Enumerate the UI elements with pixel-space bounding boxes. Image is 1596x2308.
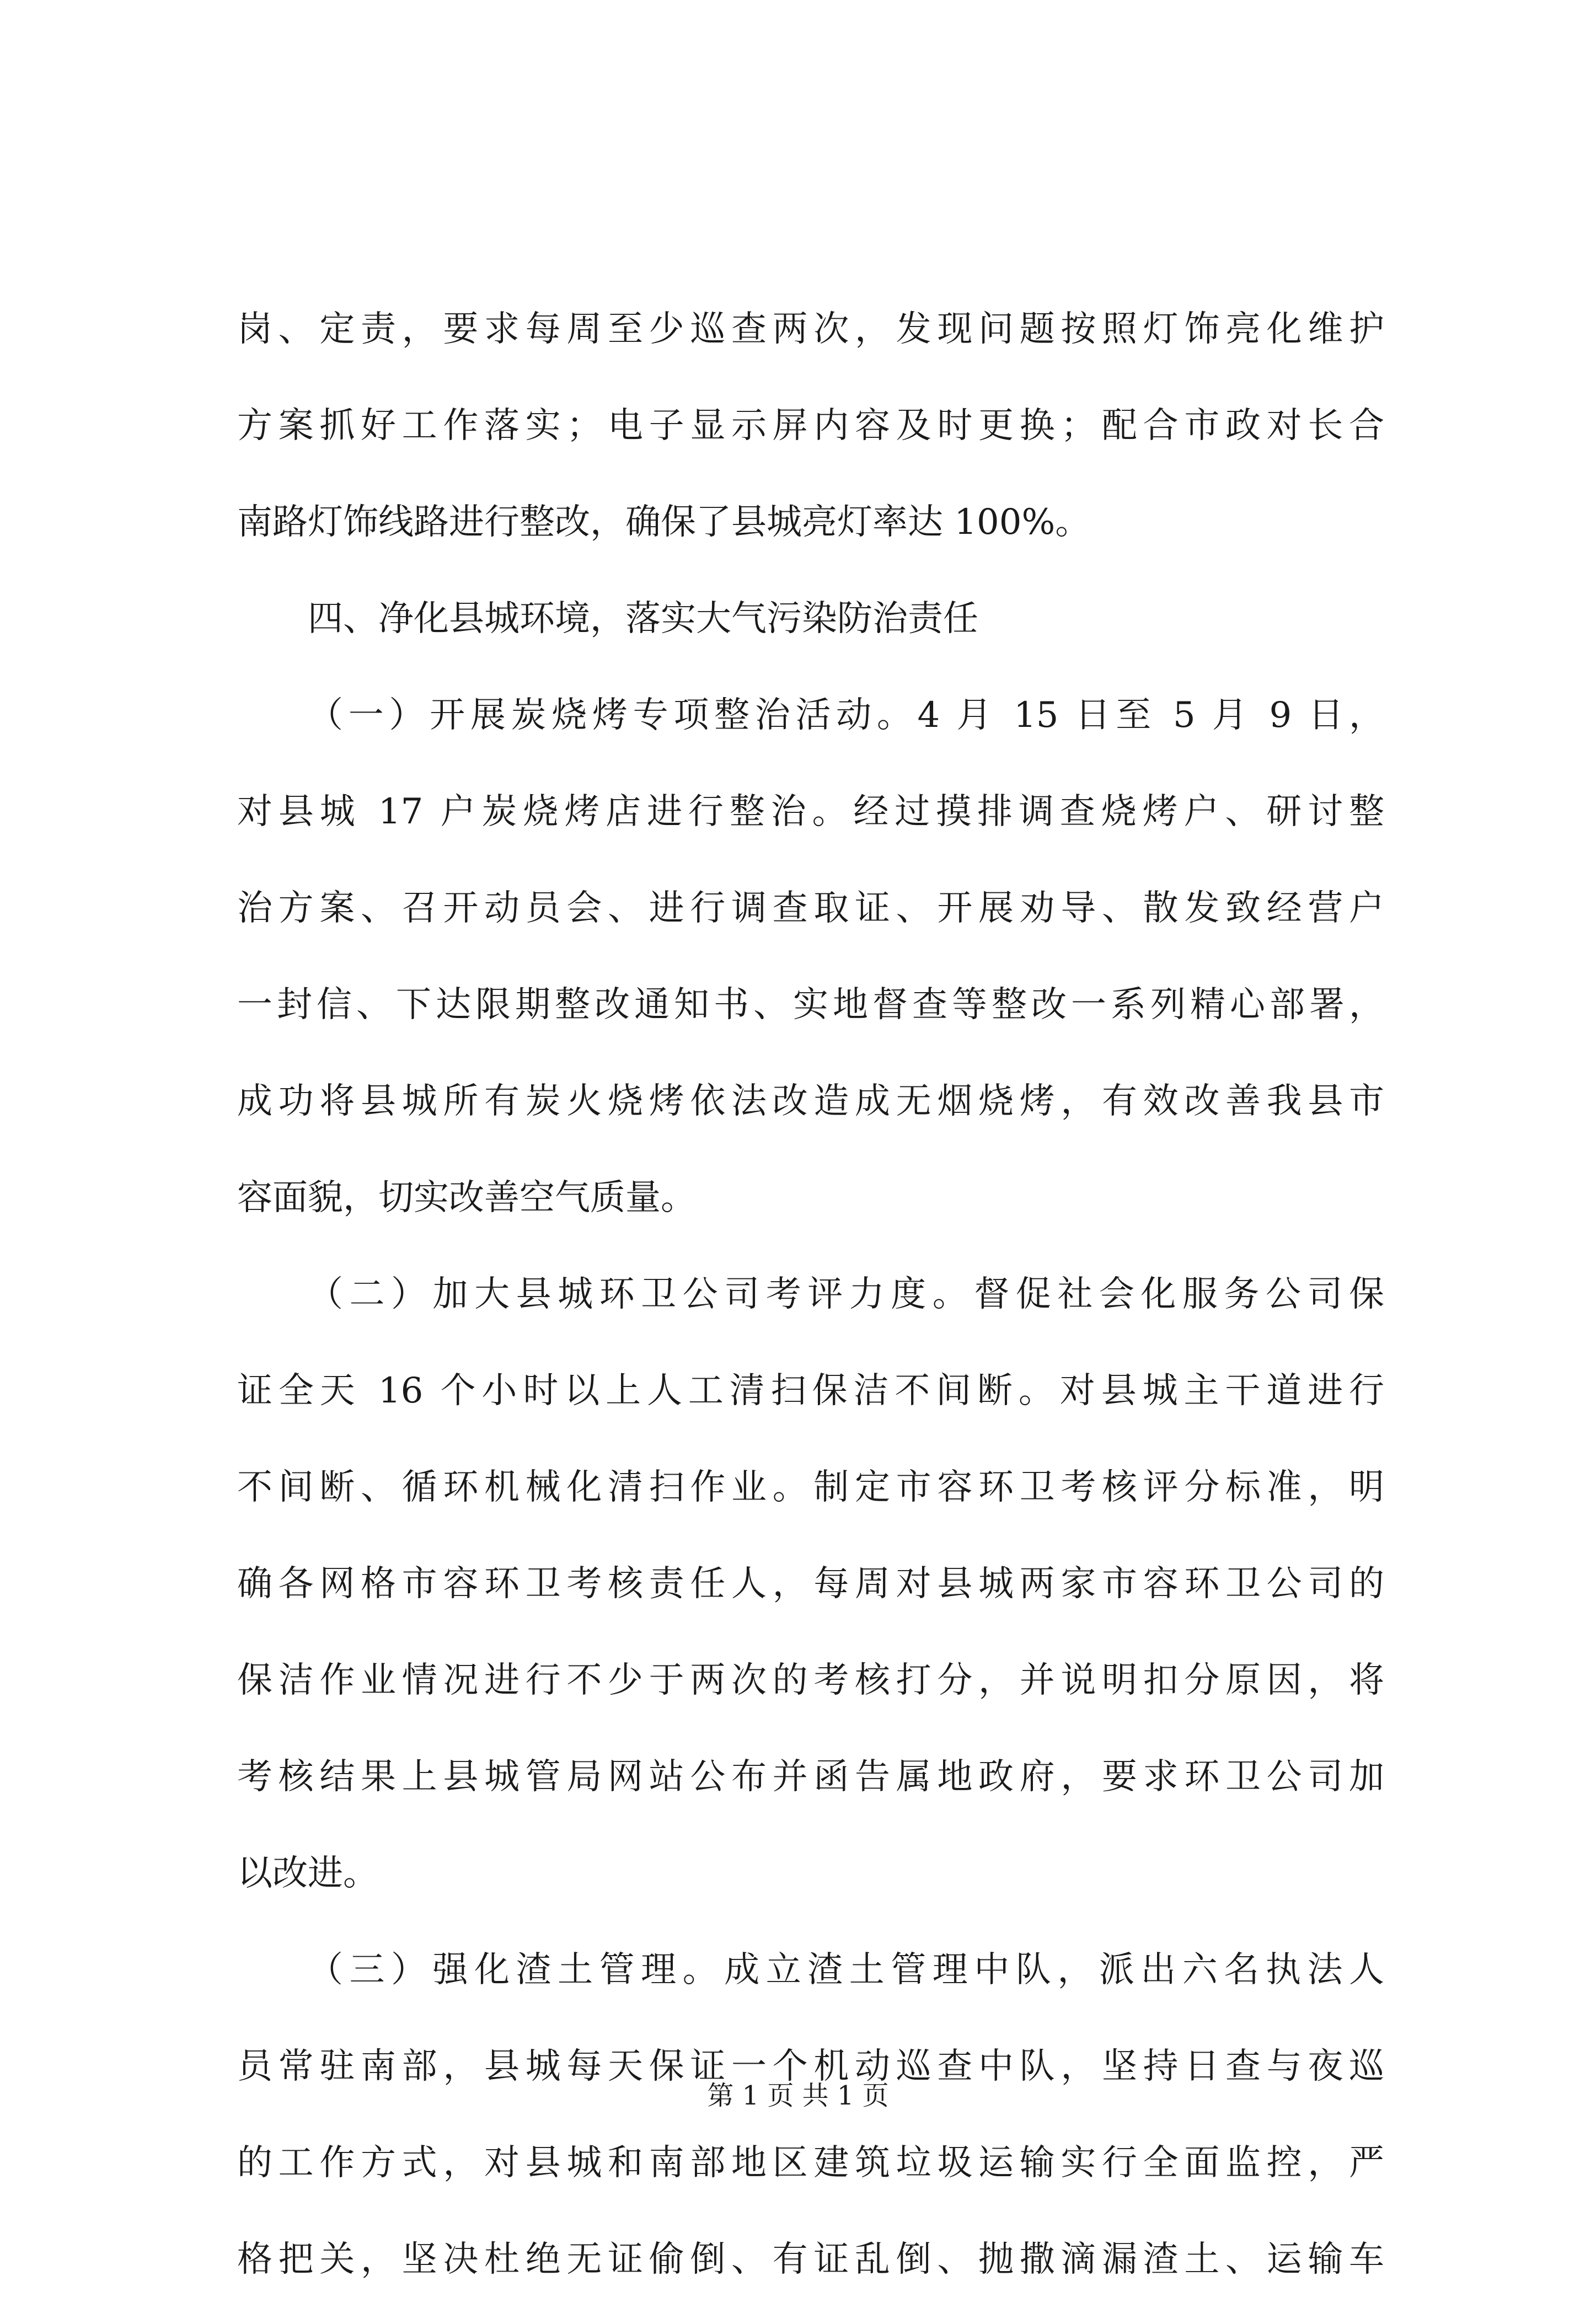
text-line: 证全天 16 个小时以上人工清扫保洁不间断。对县城主干道进行: [237, 1370, 1384, 1411]
text-line: 治方案、召开动员会、进行调查取证、开展劝导、散发致经营户: [237, 888, 1384, 929]
text-line: 格把关，坚决杜绝无证偷倒、有证乱倒、抛撒滴漏渣土、运输车: [237, 2239, 1384, 2280]
paragraph-first-line: （三）强化渣土管理。成立渣土管理中队，派出六名执法人: [308, 1950, 1384, 1990]
text-line: 不间断、循环机械化清扫作业。制定市容环卫考核评分标准，明: [237, 1467, 1384, 1508]
text-line: 对县城 17 户炭烧烤店进行整治。经过摸排调查烧烤户、研讨整: [237, 791, 1384, 832]
text-line: 南路灯饰线路进行整改，确保了县城亮灯率达 100%。: [237, 502, 1091, 543]
text-line: 确各网格市容环卫考核责任人，每周对县城两家市容环卫公司的: [237, 1563, 1384, 1604]
text-line: 成功将县城所有炭火烧烤依法改造成无烟烧烤，有效改善我县市: [237, 1081, 1384, 1122]
text-line: 一封信、下达限期整改通知书、实地督查等整改一系列精心部署，: [237, 984, 1384, 1025]
page-number-footer: 第 1 页 共 1 页: [707, 2080, 889, 2111]
text-line: 员常驻南部，县城每天保证一个机动巡查中队，坚持日查与夜巡: [237, 2046, 1384, 2087]
text-line: 的工作方式，对县城和南部地区建筑垃圾运输实行全面监控，严: [237, 2143, 1384, 2183]
text-line: 保洁作业情况进行不少于两次的考核打分，并说明扣分原因，将: [237, 1660, 1384, 1701]
text-line: 方案抓好工作落实；电子显示屏内容及时更换；配合市政对长合: [237, 405, 1384, 446]
text-line: 容面貌，切实改善空气质量。: [237, 1177, 696, 1218]
paragraph-first-line: （二）加大县城环卫公司考评力度。督促社会化服务公司保: [308, 1274, 1384, 1315]
section-heading: 四、净化县城环境，落实大气污染防治责任: [308, 598, 978, 639]
text-line: 考核结果上县城管局网站公布并函告属地政府，要求环卫公司加: [237, 1757, 1384, 1797]
paragraph-first-line: （一）开展炭烧烤专项整治活动。4 月 15 日至 5 月 9 日，: [308, 695, 1384, 736]
document-body: [237, 281, 1384, 2308]
text-line: 以改进。: [237, 1853, 378, 1894]
text-line: 岗、定责，要求每周至少巡查两次，发现问题按照灯饰亮化维护: [237, 309, 1384, 350]
